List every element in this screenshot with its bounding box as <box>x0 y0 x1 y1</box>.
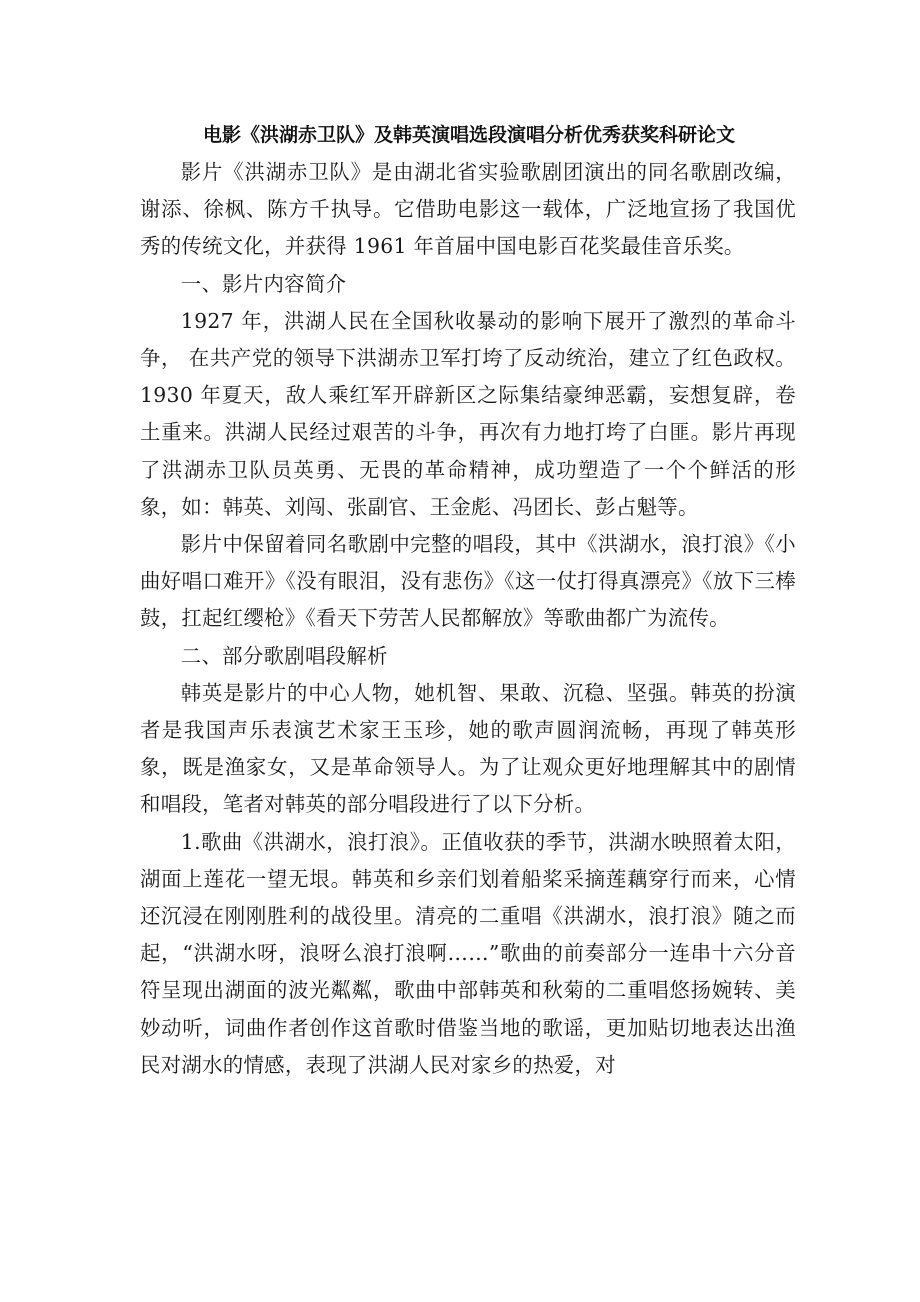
paragraph-songs: 影片中保留着同名歌剧中完整的唱段，其中《洪湖水，浪打浪》《小曲好唱口难开》《没有眼泪，没有悲伤》《这一仗打得真漂亮》《放下三棒鼓，扛起红缨枪》《看天下劳苦人民都解放》等歌曲都广为流传。 <box>140 532 796 631</box>
paragraph-plot: 1927 年，洪湖人民在全国秋收暴动的影响下展开了激烈的革命斗争， 在共产党的领导下洪湖赤卫军打垮了反动统治，建立了红色政权。1930 年夏天，敌人乘红军开辟新区之际集结豪绅恶霸，妄想复辟，卷土重来。洪湖人民经过艰苦的斗争，再次有力地打垮了白匪。影片再现了洪湖赤卫队员英勇、无畏的革命精神，成功塑造了一个个鲜活的形象，如：韩英、刘闯、张副官、王金彪、冯团长、彭占魁等。 <box>140 308 796 519</box>
section-heading-aria-analysis: 二、部分歌剧唱段解析 <box>180 643 388 668</box>
paragraph-intro: 影片《洪湖赤卫队》是由湖北省实验歌剧团演出的同名歌剧改编，谢添、徐枫、陈方千执导。它借助电影这一载体，广泛地宣扬了我国优秀的传统文化，并获得 1961 年首届中国电影百花奖最佳音乐奖。 <box>140 160 796 259</box>
paragraph-song-analysis: 1.歌曲《洪湖水，浪打浪》。正值收获的季节，洪湖水映照着太阳，湖面上莲花一望无垠。韩英和乡亲们划着船桨采摘莲藕穿行而来，心情还沉浸在刚刚胜利的战役里。清亮的二重唱《洪湖水，浪打浪》随之而起，“洪湖水呀，浪呀么浪打浪啊……”歌曲的前奏部分一连串十六分音符呈现出湖面的波光粼粼，歌曲中部韩英和秋菊的二重唱悠扬婉转、美妙动听，词曲作者创作这首歌时借鉴当地的歌谣，更加贴切地表达出渔民对湖水的情感，表现了洪湖人民对家乡的热爱，对 <box>140 829 796 1077</box>
section-heading-film-summary: 一、影片内容简介 <box>180 271 347 296</box>
document-body <box>140 154 796 1084</box>
document-title: 电影《洪湖赤卫队》及韩英演唱选段演唱分析优秀获奖科研论文 <box>202 124 735 146</box>
paragraph-han-ying: 韩英是影片的中心人物，她机智、果敢、沉稳、坚强。韩英的扮演者是我国声乐表演艺术家王玉珍，她的歌声圆润流畅，再现了韩英形象，既是渔家女，又是革命领导人。为了让观众更好地理解其中的剧情和唱段，笔者对韩英的部分唱段进行了以下分析。 <box>140 680 796 817</box>
